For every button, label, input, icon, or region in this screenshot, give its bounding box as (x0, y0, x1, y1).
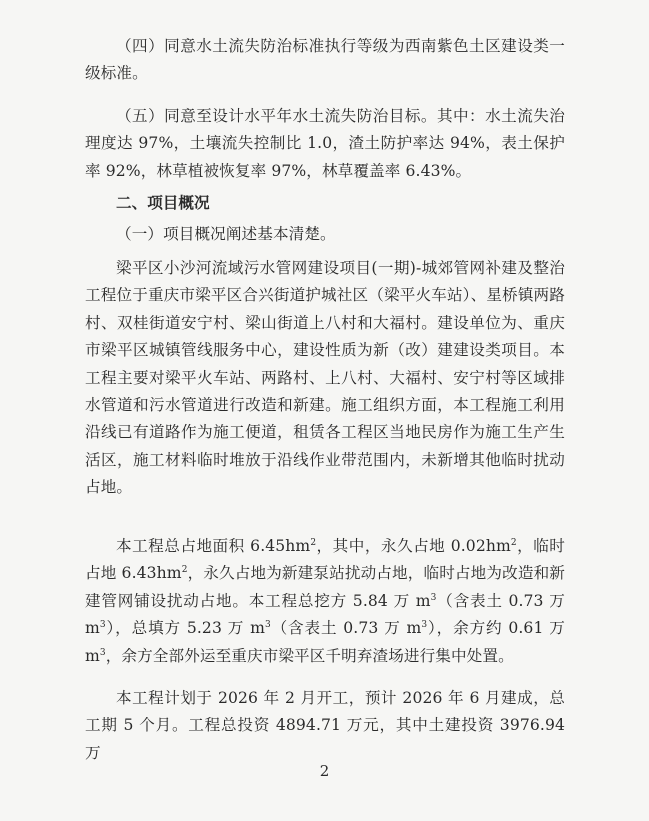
superscript: 2 (181, 565, 188, 576)
superscript: 3 (421, 620, 428, 631)
area-text-7: （含表土 0.73 万 m (270, 619, 422, 638)
superscript: 2 (310, 538, 317, 548)
paragraph-schedule-investment: 本工程计划于 2026 年 2 月开工，预计 2026 年 6 月建成，总工期 5 个月。工程总投资 4894.71 万元，其中土建投资 3976.94 万 (85, 689, 565, 762)
area-text-1: 本工程总占地面积 6.45hm (116, 537, 311, 555)
superscript: 3 (264, 620, 271, 631)
area-text-2: ，其中，永久占地 0.02hm (316, 537, 511, 555)
superscript: 3 (99, 620, 106, 631)
area-text-5: （含表土 0.73 万 m (85, 591, 565, 638)
paragraph-land-and-earthwork (85, 533, 565, 670)
area-text-8: ），余方约 0.61 万 m (85, 619, 565, 665)
superscript: 2 (510, 538, 517, 548)
area-text-9: ，余方全部外运至重庆市梁平区千明弃渣场进行集中处置。 (105, 646, 514, 665)
paragraph-standard-level: （四）同意水土流失防治标准执行等级为西南紫色土区建设类一级标准。 (85, 37, 565, 83)
area-text-3: ，临时占地 6.43hm (85, 537, 565, 583)
subheading-overview-clear: （一）项目概况阐述基本清楚。 (116, 225, 336, 243)
superscript: 3 (430, 592, 437, 603)
page-number: 2 (319, 762, 330, 780)
section-heading-project-overview: 二、项目概况 (116, 194, 210, 212)
superscript: 3 (99, 647, 106, 658)
area-text-6: ），总填方 5.23 万 m (105, 619, 265, 638)
paragraph-control-targets: （五）同意至设计水平年水土流失防治目标。其中：水土流失治理度达 97%，土壤流失控制比 1.0，渣土防护率达 94%，表土保护率 92%，林草植被恢复率 97%，林草覆盖率 6.43%。 (85, 107, 565, 180)
area-text-4: ，永久占地为新建泵站扰动占地，临时占地为改造和新建管网铺设扰动占地。本工程总挖方 5.84 万 m (85, 564, 565, 610)
paragraph-project-location: 梁平区小沙河流域污水管网建设项目(一期)-城郊管网补建及整治工程位于重庆市梁平区合兴街道护城社区（梁平火车站）、星桥镇两路村、双桂街道安宁村、梁山街道上八村和大福村。建设单位为、重庆市梁平区城镇管线服务中心，建设性质为新（改）建建设类项目。本工程主要对梁平火车站、两路村、上八村、大福村、安宁村等区域排水管道和污水管道进行改造和新建。施工组织方面，本工程施工利用沿线已有道路作为施工便道，租赁各工程区当地民房作为施工生产生活区，施工材料临时堆放于沿线作业带范围内，未新增其他临时扰动占地。 (85, 259, 565, 497)
